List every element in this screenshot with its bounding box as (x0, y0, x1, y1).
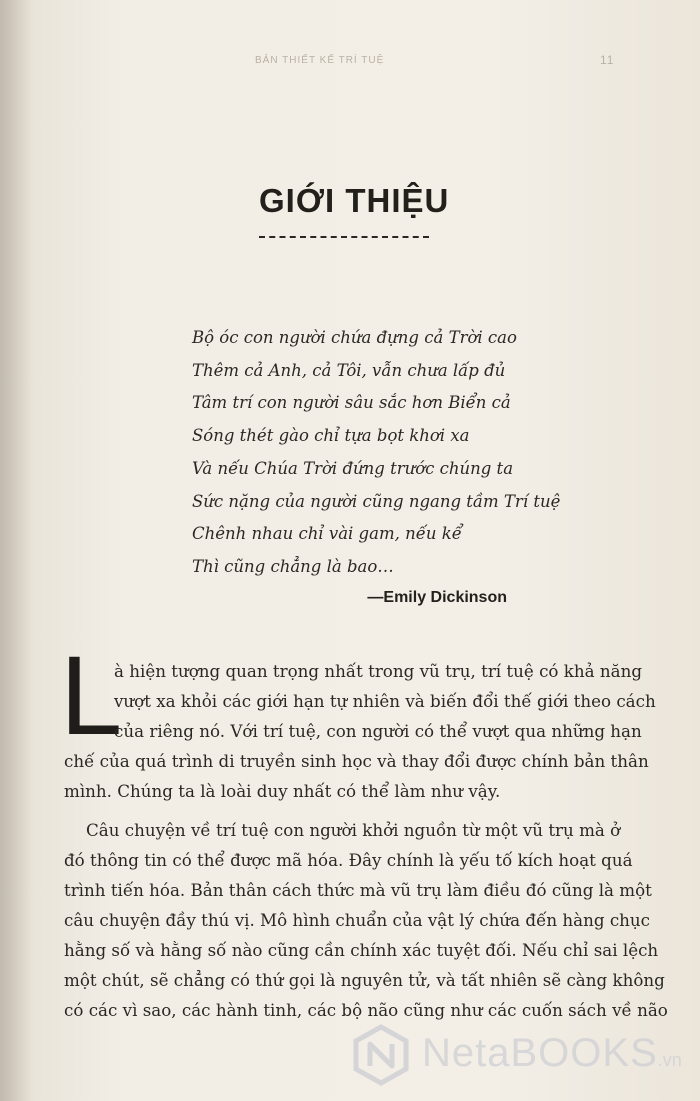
epigraph-poem (192, 322, 561, 584)
watermark (350, 1022, 700, 1092)
watermark-suffix: .vn (657, 1050, 682, 1070)
title-dashed-rule (259, 236, 429, 238)
paragraph2-line: có các vì sao, các hành tinh, các bộ não cũng như các cuốn sách về não (64, 1000, 668, 1020)
poem-line: Và nếu Chúa Trời đứng trước chúng ta (192, 458, 514, 478)
chapter-title: GIỚI THIỆU (259, 182, 450, 219)
paragraph1-line: của riêng nó. Với trí tuệ, con người có thể vượt qua những hạn (114, 721, 642, 741)
poem-line: Tâm trí con người sâu sắc hơn Biển cả (192, 393, 511, 413)
spine-shadow (0, 0, 34, 1101)
poem-line: Sức nặng của người cũng ngang tầm Trí tuệ (192, 491, 561, 511)
poem-line: Sóng thét gào chỉ tựa bọt khơi xa (192, 426, 470, 446)
poem-line: Thì cũng chẳng là bao… (192, 556, 394, 576)
paragraph2-line: một chút, sẽ chẳng có thứ gọi là nguyên tử, và tất nhiên sẽ càng không (64, 970, 665, 990)
paragraph1-line: mình. Chúng ta là loài duy nhất có thể làm như vậy. (64, 781, 501, 801)
paragraph2-line: Câu chuyện về trí tuệ con người khởi nguồn từ một vũ trụ mà ở (86, 820, 621, 840)
poem-line: Chênh nhau chỉ vài gam, nếu kể (192, 524, 462, 544)
paragraph2-line: câu chuyện đầy thú vị. Mô hình chuẩn của vật lý chứa đến hàng chục (64, 910, 651, 930)
drop-cap-letter: L (60, 633, 123, 758)
paragraph2-line: đó thông tin có thể được mã hóa. Đây chính là yếu tố kích hoạt quá (64, 850, 633, 870)
paragraph2-line: hằng số và hằng số nào cũng cần chính xác tuyệt đối. Nếu chỉ sai lệch (64, 940, 659, 960)
paragraph1-line: à hiện tượng quan trọng nhất trong vũ trụ, trí tuệ có khả năng (114, 661, 643, 681)
netabooks-logo-icon (350, 1024, 412, 1086)
paragraph1-line: vượt xa khỏi các giới hạn tự nhiên và biến đổi thế giới theo cách (114, 691, 656, 711)
poem-line: Bộ óc con người chứa đựng cả Trời cao (192, 328, 517, 347)
page-number: 11 (600, 53, 615, 67)
paragraph1-line: chế của quá trình di truyền sinh học và thay đổi được chính bản thân (64, 751, 649, 771)
watermark-text (422, 1031, 682, 1076)
paragraph2-line: trình tiến hóa. Bản thân cách thức mà vũ trụ làm điều đó cũng là một (64, 880, 652, 900)
watermark-brand: NetaBOOKS (422, 1031, 658, 1075)
poem-attribution: —Emily Dickinson (367, 589, 507, 606)
running-head (0, 53, 700, 69)
running-head-title: BẢN THIẾT KẾ TRÍ TUỆ (255, 55, 385, 66)
poem-line: Thêm cả Anh, cả Tôi, vẫn chưa lấp đủ (192, 360, 506, 380)
